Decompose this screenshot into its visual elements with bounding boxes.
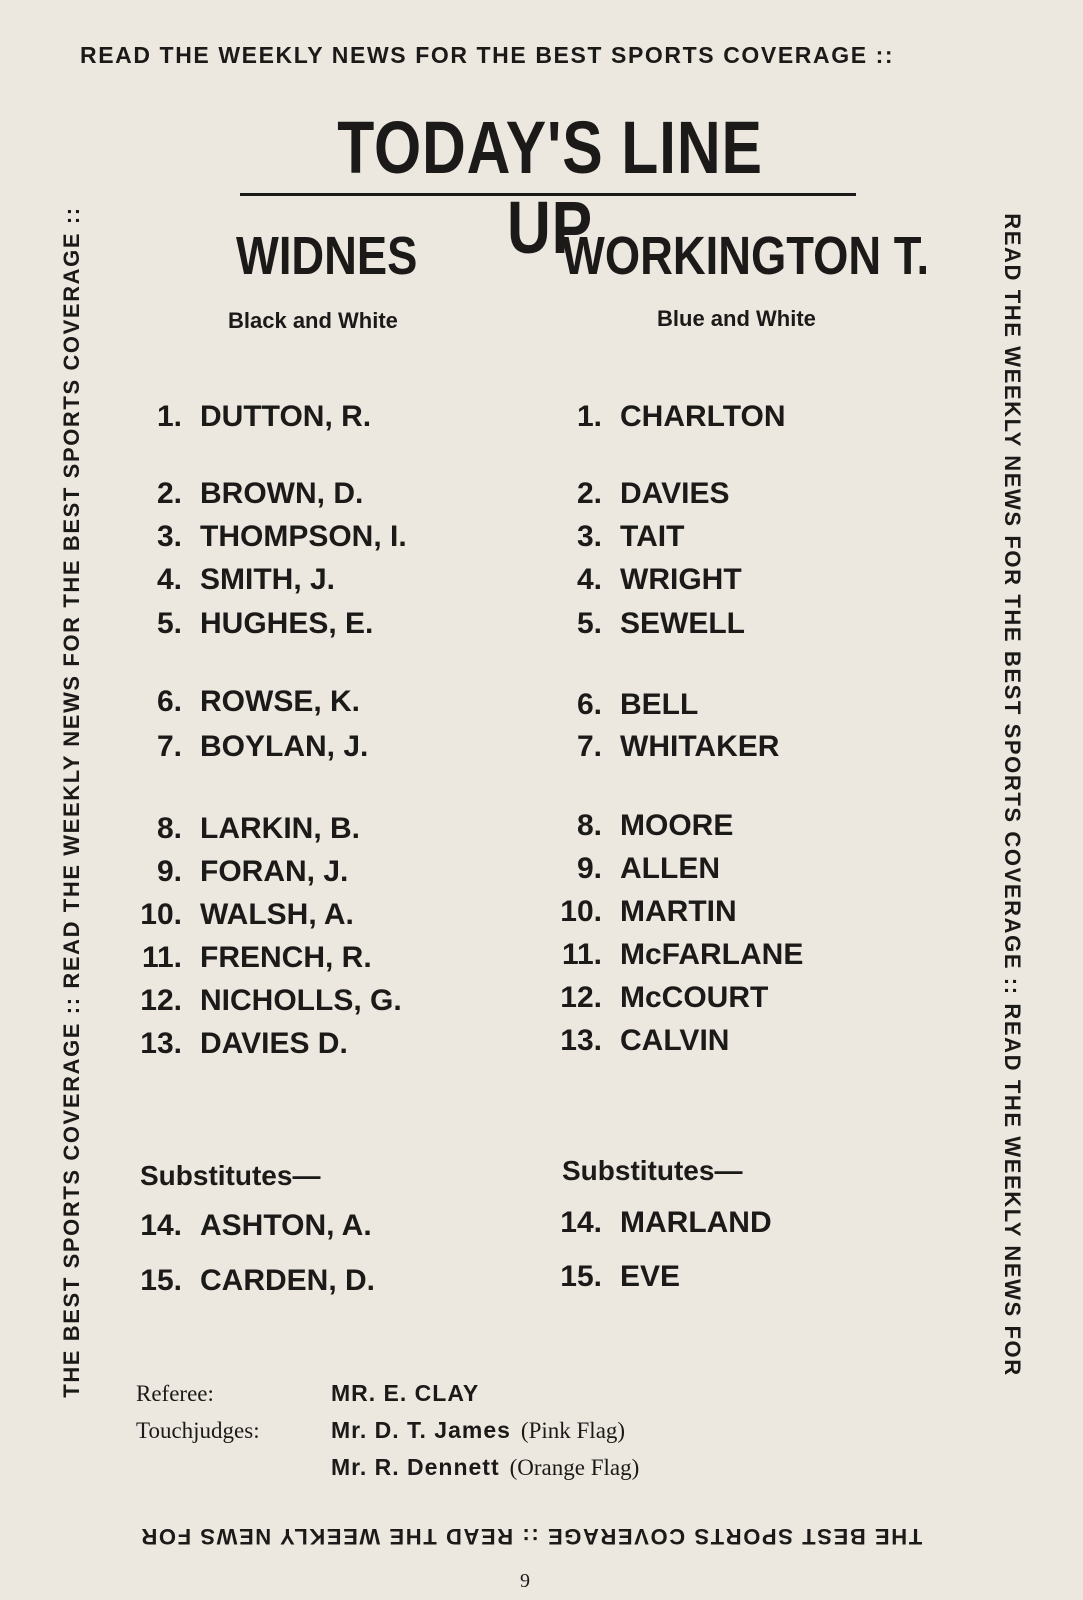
home-player-5: 5. HUGHES, E.: [156, 607, 374, 640]
away-player-13: 13. CALVIN: [560, 1024, 730, 1057]
away-player-12: 12. McCOURT: [560, 981, 769, 1014]
away-team-colours: Blue and White: [657, 306, 816, 331]
home-player-13: 13. DAVIES D.: [140, 1027, 348, 1060]
away-player-7: 7. WHITAKER: [576, 730, 780, 763]
touchjudge-2-flag: (Orange Flag): [509, 1455, 640, 1480]
touchjudges-label: Touchjudges:: [136, 1418, 260, 1443]
home-player-2: 2. BROWN, D.: [156, 477, 364, 510]
home-substitute-15: 15. CARDEN, D.: [140, 1264, 376, 1297]
away-player-4: 4. WRIGHT: [576, 563, 742, 596]
home-player-11: 11. FRENCH, R.: [141, 941, 372, 974]
away-team-name: WORKINGTON T.: [562, 226, 930, 286]
away-player-2: 2. DAVIES: [576, 477, 730, 510]
away-substitute-15: 15. EVE: [560, 1260, 681, 1293]
away-player-11: 11. McFARLANE: [561, 938, 804, 971]
border-slogan-top: READ THE WEEKLY NEWS FOR THE BEST SPORTS COVERAGE ::: [80, 42, 895, 68]
away-player-6: 6. BELL: [576, 688, 699, 721]
home-player-12: 12. NICHOLLS, G.: [140, 984, 402, 1017]
border-slogan-left: THE BEST SPORTS COVERAGE :: READ THE WEEKLY NEWS FOR THE BEST SPORTS COVERAGE ::: [59, 206, 84, 1398]
touchjudge-row-1: [136, 1412, 776, 1449]
title-underline: [240, 193, 856, 196]
home-substitute-14: 14. ASHTON, A.: [140, 1209, 372, 1242]
away-player-8: 8. MOORE: [576, 809, 734, 842]
referee-label: Referee:: [136, 1381, 214, 1406]
border-slogan-bottom: THE BEST SPORTS COVERAGE :: READ THE WEEKLY NEWS FOR: [139, 1524, 923, 1549]
away-player-5: 5. SEWELL: [576, 607, 745, 640]
away-player-10: 10. MARTIN: [560, 895, 737, 928]
touchjudge-2: Mr. R. Dennett (Orange Flag): [331, 1454, 640, 1480]
home-player-9: 9. FORAN, J.: [156, 855, 349, 888]
border-slogan-right: READ THE WEEKLY NEWS FOR THE BEST SPORTS COVERAGE :: READ THE WEEKLY NEWS FOR: [1000, 213, 1025, 1377]
home-player-7: 7. BOYLAN, J.: [156, 730, 369, 763]
away-substitutes-heading: Substitutes—: [562, 1155, 743, 1186]
away-player-1: 1. CHARLTON: [576, 400, 786, 433]
touchjudge-row-2: [136, 1449, 776, 1486]
match-officials: [136, 1375, 776, 1486]
home-team-colours: Black and White: [228, 308, 398, 333]
home-substitutes-heading: Substitutes—: [140, 1160, 321, 1191]
home-team-name: WIDNES: [236, 226, 418, 286]
away-player-9: 9. ALLEN: [576, 852, 720, 885]
touchjudge-1-flag: (Pink Flag): [520, 1418, 626, 1443]
away-player-3: 3. TAIT: [576, 520, 685, 553]
touchjudge-1: Mr. D. T. James (Pink Flag): [331, 1417, 626, 1443]
page-number: 9: [520, 1570, 530, 1592]
home-player-6: 6. ROWSE, K.: [156, 685, 361, 718]
referee-row: [136, 1375, 776, 1412]
home-player-1: 1. DUTTON, R.: [156, 400, 372, 433]
referee-name: MR. E. CLAY: [331, 1380, 480, 1406]
home-player-8: 8. LARKIN, B.: [156, 812, 360, 845]
home-player-4: 4. SMITH, J.: [156, 563, 336, 596]
away-substitute-14: 14. MARLAND: [560, 1206, 772, 1239]
home-player-10: 10. WALSH, A.: [140, 898, 354, 931]
page-title: TODAY'S LINE UP: [337, 106, 763, 269]
home-player-3: 3. THOMPSON, I.: [156, 520, 407, 553]
